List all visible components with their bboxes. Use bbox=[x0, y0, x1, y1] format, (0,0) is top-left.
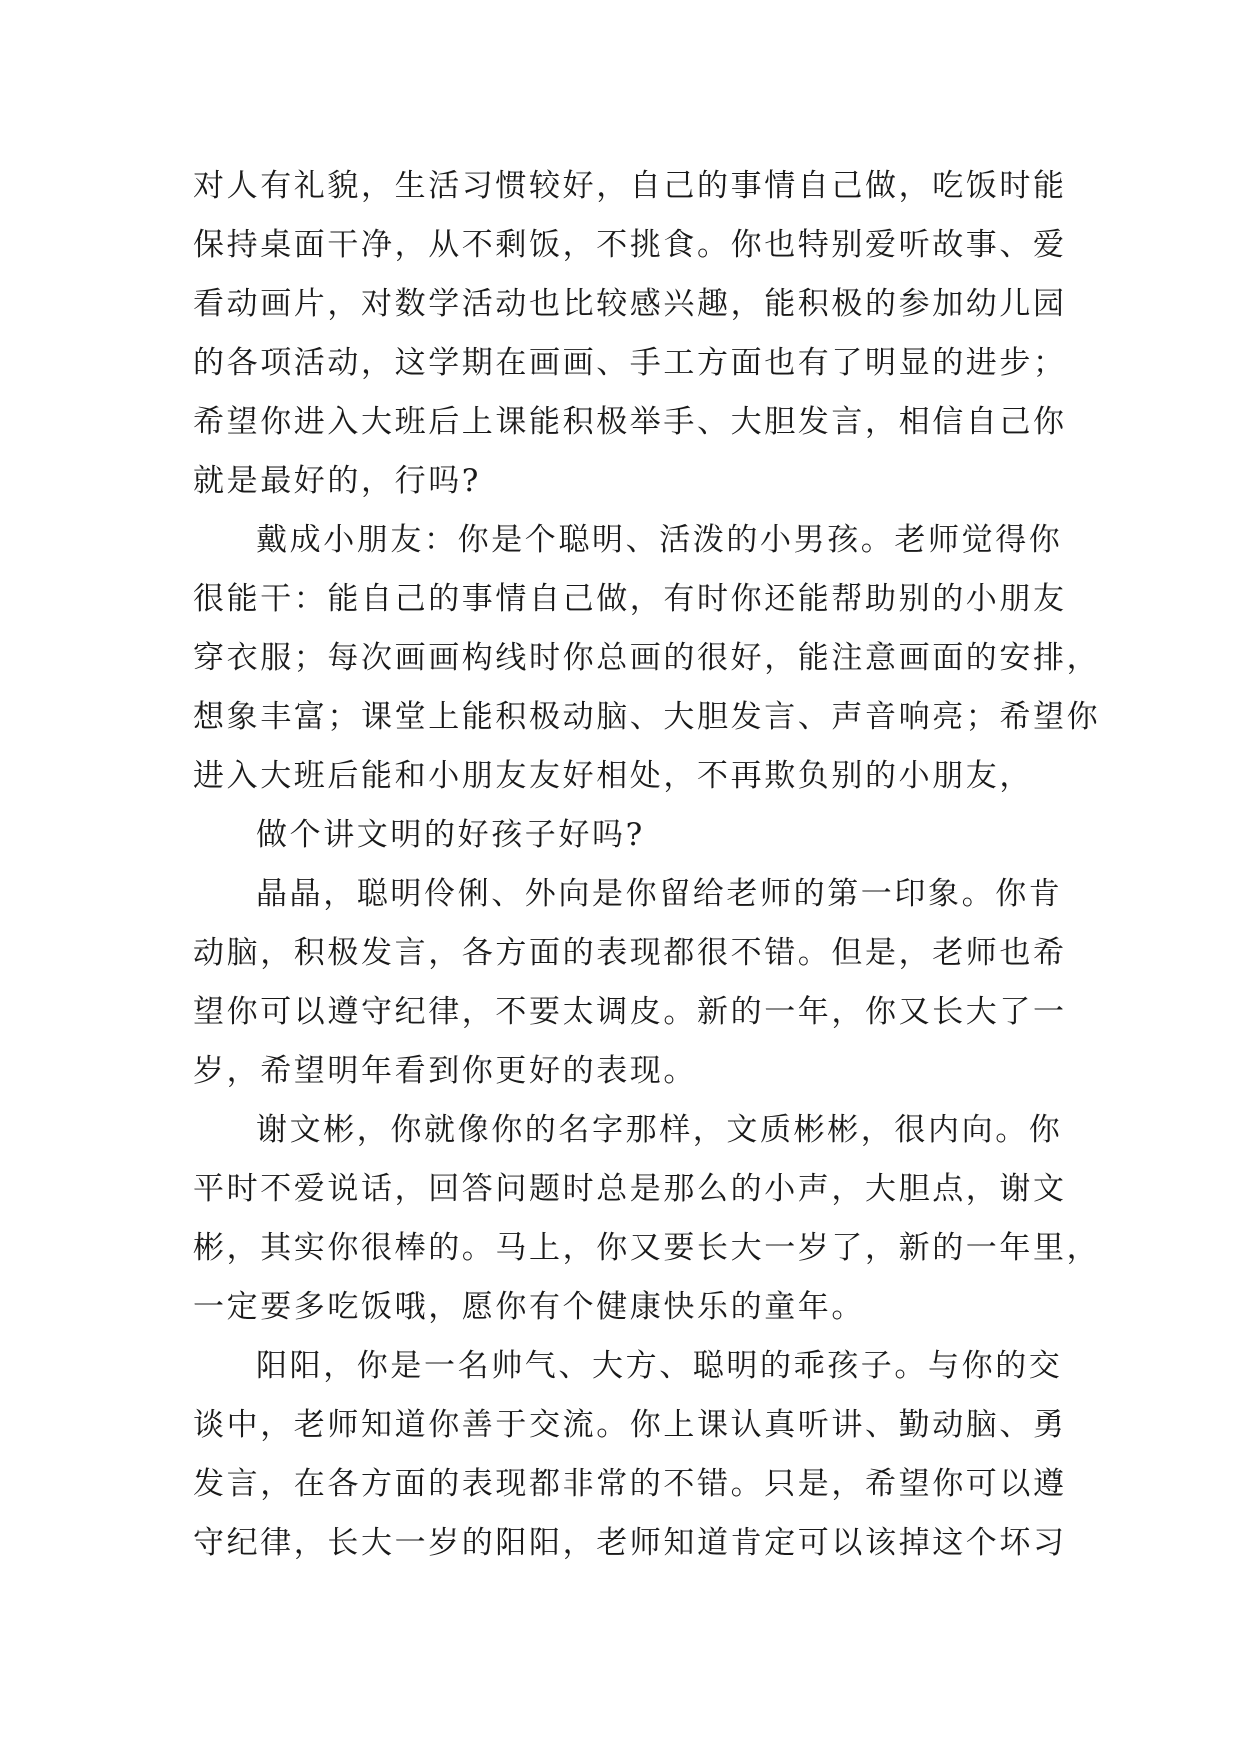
text-line: 发言，在各方面的表现都非常的不错。只是，希望你可以遵 bbox=[193, 1466, 1067, 1502]
document-body bbox=[193, 157, 1101, 1573]
text-line: 看动画片，对数学活动也比较感兴趣，能积极的参加幼儿园 bbox=[193, 286, 1067, 322]
text-line: 望你可以遵守纪律，不要太调皮。新的一年，你又长大了一 bbox=[193, 994, 1067, 1030]
text-line: 进入大班后能和小朋友友好相处，不再欺负别的小朋友， bbox=[193, 758, 1033, 794]
paragraph-start-line: 阳阳，你是一名帅气、大方、聪明的乖孩子。与你的交 bbox=[256, 1348, 1063, 1384]
text-line: 平时不爱说话，回答问题时总是那么的小声，大胆点，谢文 bbox=[193, 1171, 1067, 1207]
text-line: 希望你进入大班后上课能积极举手、大胆发言，相信自己你 bbox=[193, 404, 1067, 440]
paragraph-start-line: 做个讲文明的好孩子好吗? bbox=[256, 817, 645, 853]
text-line: 一定要多吃饭哦，愿你有个健康快乐的童年。 bbox=[193, 1289, 865, 1325]
text-line: 就是最好的，行吗? bbox=[193, 463, 482, 499]
text-line: 谈中，老师知道你善于交流。你上课认真听讲、勤动脑、勇 bbox=[193, 1407, 1067, 1443]
text-line: 很能干：能自己的事情自己做，有时你还能帮助别的小朋友 bbox=[193, 581, 1067, 617]
text-line: 想象丰富；课堂上能积极动脑、大胆发言、声音响亮；希望你 bbox=[193, 699, 1101, 735]
paragraph-start-line: 谢文彬，你就像你的名字那样，文质彬彬，很内向。你 bbox=[256, 1112, 1063, 1148]
text-line: 岁，希望明年看到你更好的表现。 bbox=[193, 1053, 697, 1089]
text-line: 对人有礼貌，生活习惯较好，自己的事情自己做，吃饭时能 bbox=[193, 168, 1067, 204]
text-line: 保持桌面干净，从不剩饭，不挑食。你也特别爱听故事、爱 bbox=[193, 227, 1067, 263]
text-line: 彬，其实你很棒的。马上，你又要长大一岁了，新的一年里， bbox=[193, 1230, 1101, 1266]
text-line: 的各项活动，这学期在画画、手工方面也有了明显的进步； bbox=[193, 345, 1067, 381]
text-line: 穿衣服；每次画画构线时你总画的很好，能注意画面的安排， bbox=[193, 640, 1101, 676]
text-line: 守纪律，长大一岁的阳阳，老师知道肯定可以该掉这个坏习 bbox=[193, 1525, 1067, 1561]
paragraph-start-line: 晶晶，聪明伶俐、外向是你留给老师的第一印象。你肯 bbox=[256, 876, 1063, 912]
text-line: 动脑，积极发言，各方面的表现都很不错。但是，老师也希 bbox=[193, 935, 1067, 971]
paragraph-start-line: 戴成小朋友：你是个聪明、活泼的小男孩。老师觉得你 bbox=[256, 522, 1063, 558]
